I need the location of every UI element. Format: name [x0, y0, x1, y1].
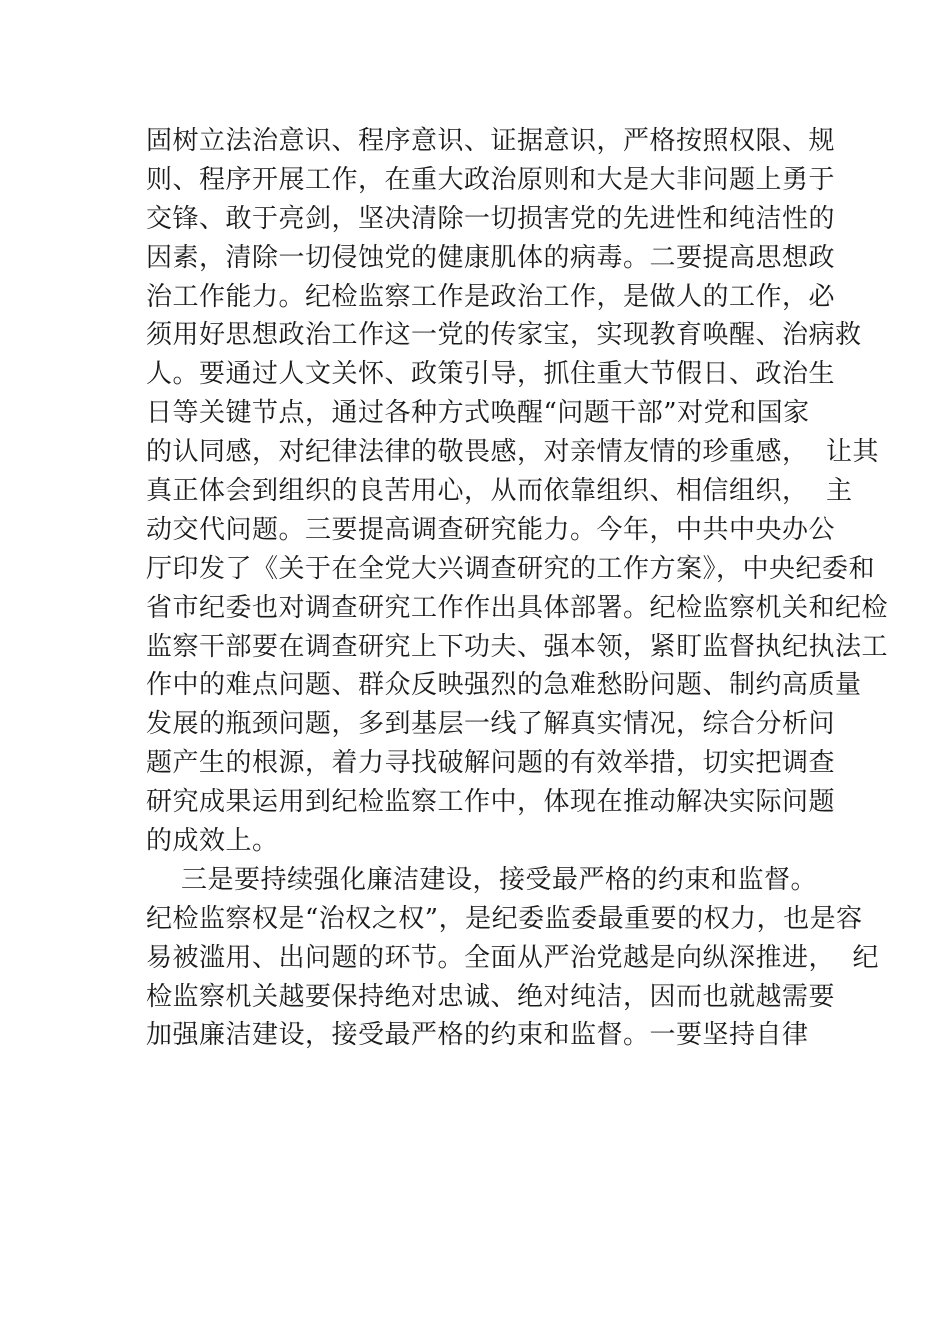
text-line: 题产生的根源，着力寻找破解问题的有效举措，切实把调查 [146, 748, 836, 779]
text-line: 的认同感，对纪律法律的敬畏感，对亲情友情的珍重感， 让其 [146, 437, 880, 468]
body-text [146, 122, 889, 1055]
text-line: 易被滥用、出问题的环节。全面从严治党越是向纵深推进， 纪 [146, 942, 880, 973]
text-line: 交锋、敢于亮剑，坚决清除一切损害党的先进性和纯洁性的 [146, 203, 836, 234]
text-line: 人。要通过人文关怀、政策引导，抓住重大节假日、政治生 [146, 359, 836, 390]
text-line: 固树立法治意识、程序意识、证据意识，严格按照权限、规 [146, 126, 836, 156]
text-line: 监察干部要在调查研究上下功夫、强本领，紧盯监督执纪执法工 [146, 631, 889, 662]
paragraph-start-line: 三是要持续强化廉洁建设，接受最严格的约束和监督。 [146, 864, 818, 895]
text-line: 检监察机关越要保持绝对忠诚、绝对纯洁，因而也就越需要 [146, 981, 836, 1012]
text-line: 纪检监察权是“治权之权”，是纪委监委最重要的权力，也是容 [146, 903, 863, 934]
text-line: 动交代问题。三要提高调查研究能力。今年，中共中央办公 [146, 514, 836, 545]
text-line: 研究成果运用到纪检监察工作中，体现在推动解决实际问题 [146, 787, 836, 818]
text-line: 加强廉洁建设，接受最严格的约束和监督。一要坚持自律 [146, 1020, 809, 1051]
text-line: 真正体会到组织的良苦用心，从而依靠组织、相信组织， 主 [146, 476, 853, 507]
text-line: 则、程序开展工作，在重大政治原则和大是大非问题上勇于 [146, 164, 836, 195]
text-line: 作中的难点问题、群众反映强烈的急难愁盼问题、制约高质量 [146, 670, 862, 701]
text-line: 日等关键节点，通过各种方式唤醒“问题干部”对党和国家 [146, 398, 810, 429]
text-line: 的成效上。 [146, 826, 279, 857]
text-line: 因素，清除一切侵蚀党的健康肌体的病毒。二要提高思想政 [146, 242, 836, 273]
text-line: 须用好思想政治工作这一党的传家宝，实现教育唤醒、治病救 [146, 320, 862, 351]
text-line: 发展的瓶颈问题，多到基层一线了解真实情况，综合分析问 [146, 709, 836, 740]
text-line: 厅印发了《关于在全党大兴调查研究的工作方案》，中央纪委和 [146, 553, 876, 584]
text-line: 治工作能力。纪检监察工作是政治工作，是做人的工作，必 [146, 281, 836, 312]
text-line: 省市纪委也对调查研究工作作出具体部署。纪检监察机关和纪检 [146, 592, 889, 623]
